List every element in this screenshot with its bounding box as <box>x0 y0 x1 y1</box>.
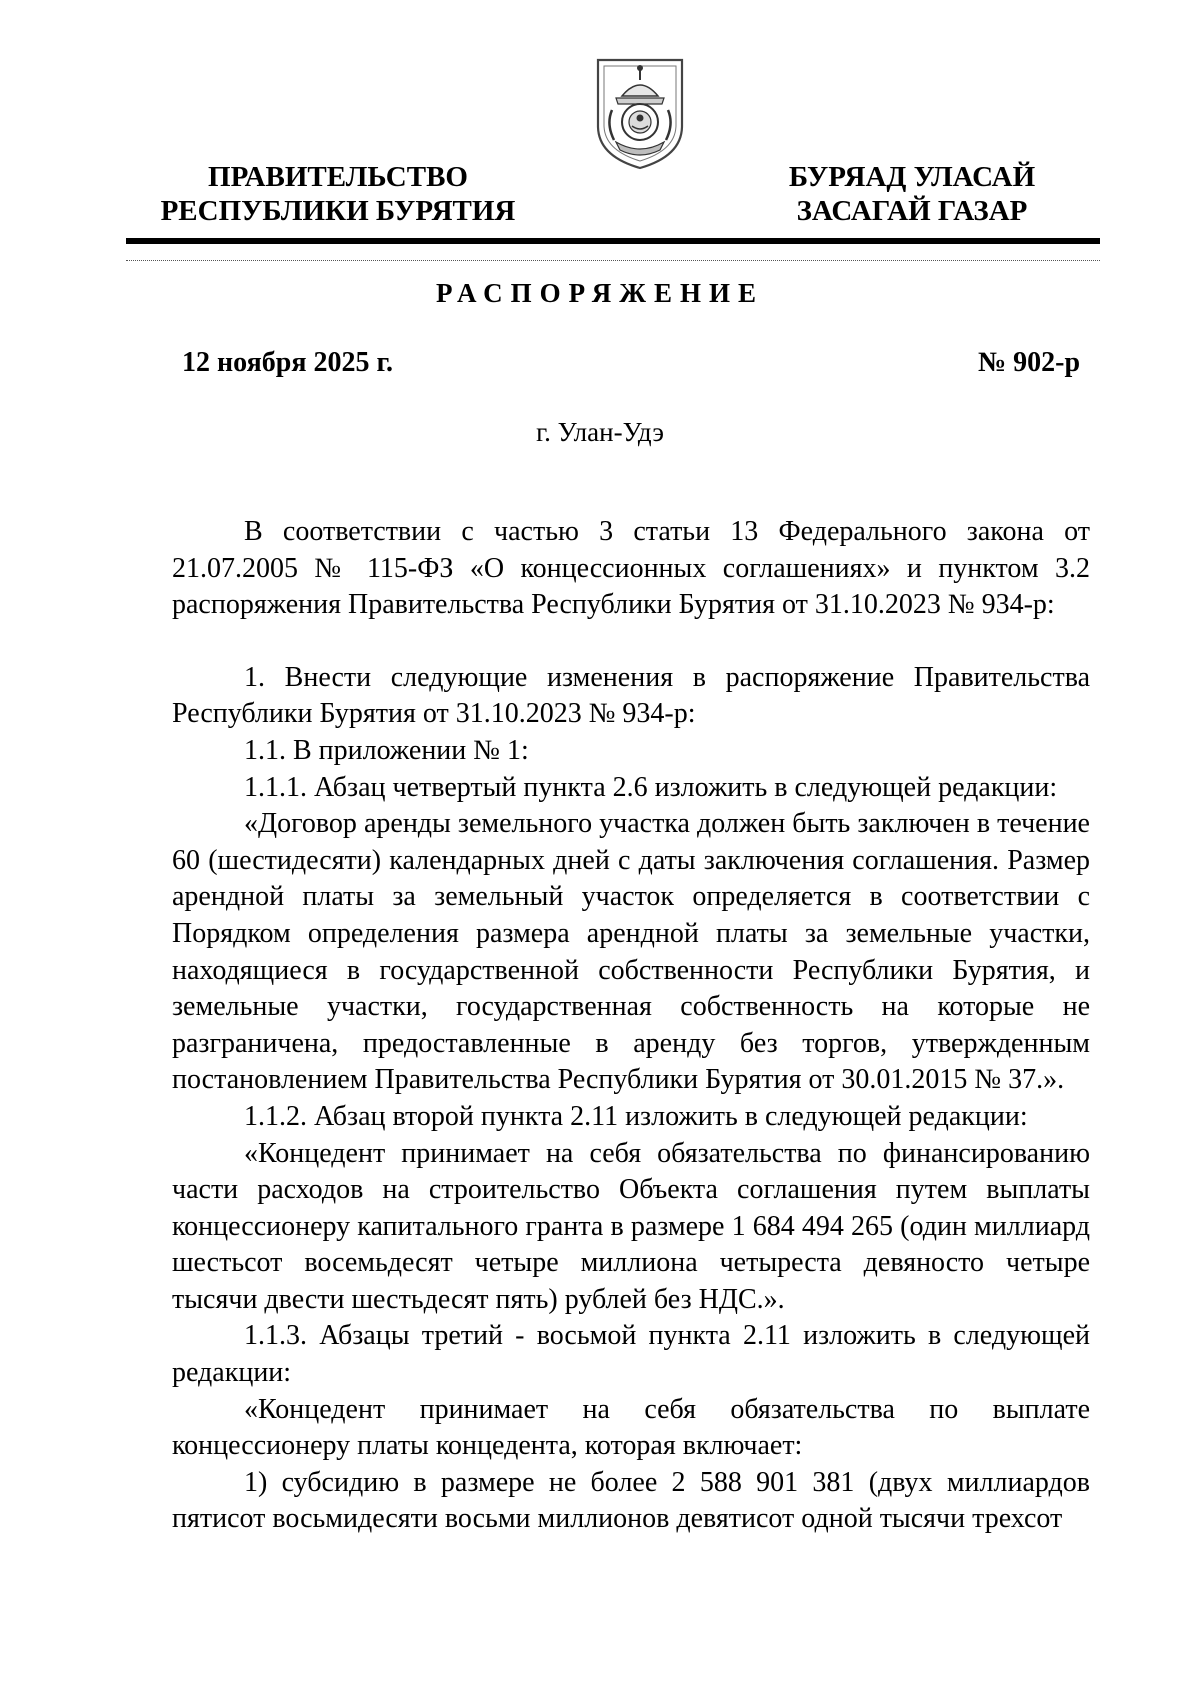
paragraph-quote-lease: «Договор аренды земельного участка должен быть заключен в течение 60 (шестидесяти) календарных дней с даты заключения соглашения. Размер арендной платы за земельный участок определяется в соответствии с Порядком определения размера арендной платы за земельные участки, находящиеся в государственной собственности Республики Бурятия, и земельные участки, государственная собственность на которые не разграничена, предоставленные в аренду без торгов, утвержденным постановлением Правительства Республики Бурятия от 30.01.2015 № 37.». <box>172 808 1090 1096</box>
document-number: № 902-р <box>978 347 1081 378</box>
document-city: г. Улан-Удэ <box>536 417 664 447</box>
government-name-buryat-line-2: ЗАСАГАЙ ГАЗАР <box>796 195 1028 227</box>
government-name-buryat-line-1: БУРЯАД УЛАСАЙ <box>788 161 1036 193</box>
paragraph-quote-concedent-fee: «Концедент принимает на себя обязательства по выплате концессионеру платы концедента, которая включает: <box>172 1393 1090 1462</box>
paragraph-item-1-1-1: 1.1.1. Абзац четвертый пункта 2.6 изложить в следующей редакции: <box>244 771 1058 803</box>
government-name-line-2: РЕСПУБЛИКИ БУРЯТИЯ <box>160 195 516 227</box>
paragraph-preamble: В соответствии с частью 3 статьи 13 Федерального закона от 21.07.2005 № 115-ФЗ «О концессионных соглашениях» и пунктом 3.2 распоряжения Правительства Республики Бурятия от 31.10.2023 № 934-р: <box>172 516 1090 621</box>
government-name-russian <box>158 160 518 228</box>
document-body <box>172 514 1090 1538</box>
coat-of-arms-icon <box>592 52 688 170</box>
document-date: 12 ноября 2025 г. <box>182 347 394 378</box>
document-title: РАСПОРЯЖЕНИЕ <box>435 278 765 308</box>
paragraph-item-1-1-2: 1.1.2. Абзац второй пункта 2.11 изложить в следующей редакции: <box>244 1100 1028 1132</box>
paragraph-item-1: 1. Внести следующие изменения в распоряжение Правительства Республики Бурятия от 31.10.2023 № 934-р: <box>172 661 1090 730</box>
paragraph-quote-capital-grant: «Концедент принимает на себя обязательства по финансированию части расходов на строительство Объекта соглашения путем выплаты концессионеру капитального гранта в размере 1 684 494 265 (один миллиард шестьсот восемьдесят четыре миллиона четыреста девяносто четыре тысячи двести шестьдесят пять) рублей без НДС.». <box>172 1137 1090 1315</box>
paragraph-item-1-1-3: 1.1.3. Абзацы третий - восьмой пункта 2.11 изложить в следующей редакции: <box>172 1320 1090 1389</box>
paragraph-subsidy: 1) субсидию в размере не более 2 588 901 381 (двух миллиардов пятисот восьмидесяти восьми миллионов девятисот одной тысячи трехсот <box>172 1466 1090 1535</box>
header-divider-thin <box>126 260 1100 261</box>
government-name-line-1: ПРАВИТЕЛЬСТВО <box>208 161 468 193</box>
government-name-buryat <box>762 160 1062 228</box>
header-divider-thick <box>126 238 1100 244</box>
paragraph-item-1-1: 1.1. В приложении № 1: <box>244 734 529 766</box>
